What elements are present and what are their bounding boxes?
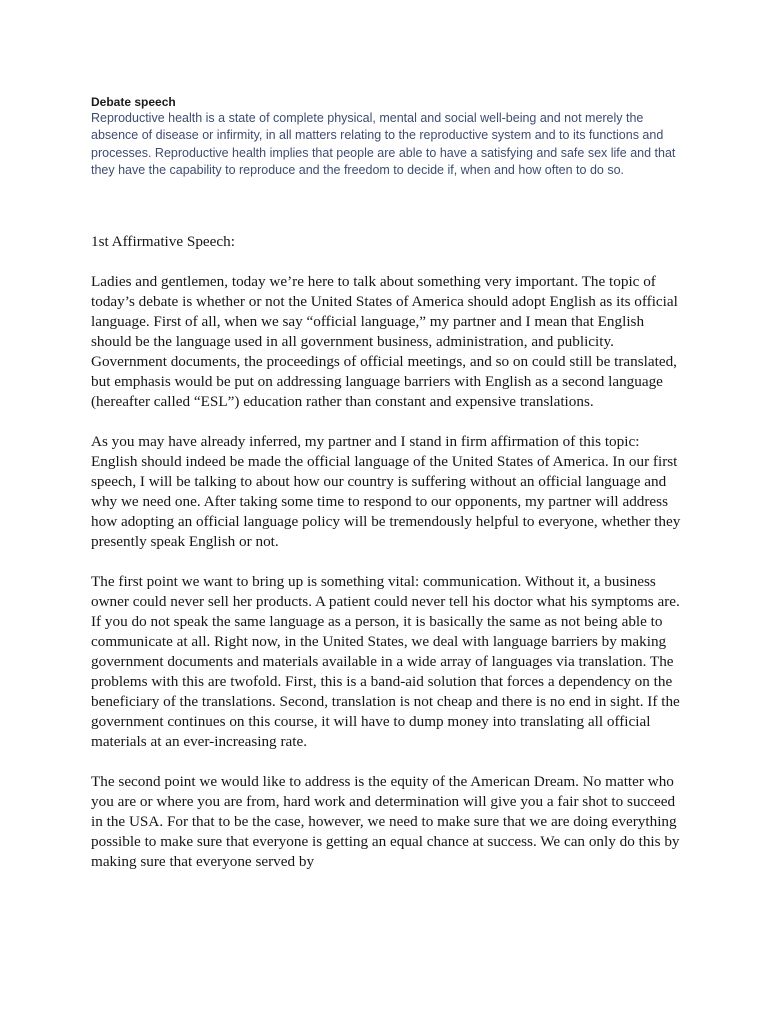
body-paragraph-3: The first point we want to bring up is something vital: communication. Without it, a business owner could never sell her products. A patient could never tell his doctor what his symptoms are. If you do not speak the same language as a person, it is basically the same as not being able to communicate at all. Right now, in the United States, we deal with language barriers by making government documents and materials available in a wide array of languages via translation. The problems with this are twofold. First, this is a band-aid solution that forces a dependency on the beneficiary of the translations. Second, translation is not cheap and there is no end in sight. If the government continues on this course, it will have to dump money into translating all official materials at an ever-increasing rate. <box>91 573 680 750</box>
speech-body <box>91 232 681 892</box>
section-heading: 1st Affirmative Speech: <box>91 233 235 250</box>
body-paragraph-1: Ladies and gentlemen, today we’re here to talk about something very important. The topic of today’s debate is whether or not the United States of America should adopt English as its official language. First of all, when we say “official language,” my partner and I mean that English should be the language used in all government business, administration, and publicity. Government documents, the proceedings of official meetings, and so on could still be translated, but emphasis would be put on addressing language barriers with English as a second language (hereafter called “ESL”) education rather than constant and expensive translations. <box>91 273 678 410</box>
body-paragraph-2: As you may have already inferred, my partner and I stand in firm affirmation of this topic: English should indeed be made the official language of the United States of America. In our first speech, I will be talking to about how our country is suffering without an official language and why we need one. After taking some time to respond to our opponents, my partner will address how adopting an official language policy will be tremendously helpful to everyone, whether they presently speak English or not. <box>91 433 681 550</box>
intro-paragraph: Reproductive health is a state of complete physical, mental and social well-being and not merely the absence of disease or infirmity, in all matters relating to the reproductive system and to its functions and processes. Reproductive health implies that people are able to have a satisfying and safe sex life and that they have the capability to reproduce and the freedom to decide if, when and how often to do so. <box>91 111 676 178</box>
document-title: Debate speech <box>91 95 176 109</box>
body-paragraph-4: The second point we would like to address is the equity of the American Dream. No matter who you are or where you are from, hard work and determination will give you a fair shot to succeed in the USA. For that to be the case, however, we need to make sure that we are doing everything possible to make sure that everyone is getting an equal chance at success. We can only do this by making sure that everyone served by <box>91 773 680 870</box>
document-header <box>91 94 691 180</box>
